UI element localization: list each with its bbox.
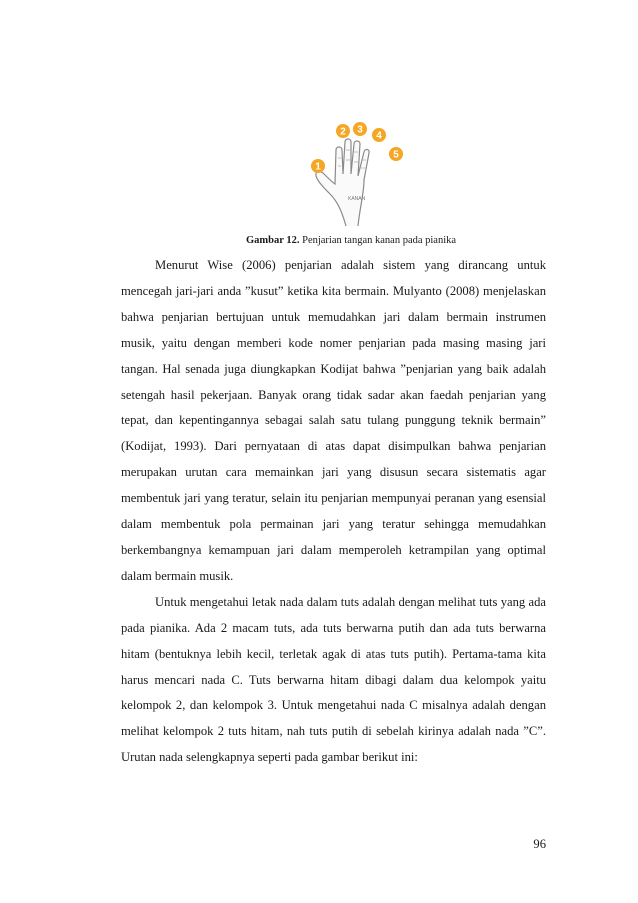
paragraph-keys: Untuk mengetahui letak nada dalam tuts adalah dengan melihat tuts yang ada pada pianika. Ada 2 macam tuts, ada tuts berwarna putih dan ada tuts berwarna hitam (bentuknya lebih kecil, terletak agak di atas tuts putih). Pertama-tama kita harus mencari nada C. Tuts berwarna hitam dibagi dalam dua kelompok yaitu kelompok 2, dan kelompok 3. Untuk mengetahui nada C misalnya adalah dengan melihat kelompok 2 tuts hitam, nah tuts putih di sebelah kirinya adalah nada ”C”. Urutan nada selengkapnya seperti pada gambar berikut ini: (121, 594, 546, 765)
figure-caption (0, 235, 638, 246)
svg-text:1: 1 (315, 161, 321, 173)
svg-text:5: 5 (393, 149, 399, 161)
finger-badge-3 (353, 122, 367, 136)
svg-text:3: 3 (357, 124, 363, 136)
finger-badge-2 (336, 124, 350, 138)
svg-text:2: 2 (340, 126, 346, 138)
caption-text: Penjarian tangan kanan pada pianika (299, 235, 457, 246)
page-number: 96 (533, 837, 546, 851)
finger-badge-5 (389, 147, 403, 161)
hand-illustration (298, 116, 408, 230)
finger-badge-1 (311, 159, 325, 173)
paragraph-fingering: Menurut Wise (2006) penjarian adalah sistem yang dirancang untuk mencegah jari-jari anda ”kusut” ketika kita bermain. Mulyanto (2008) menjelaskan bahwa penjarian bertujuan untuk memudahkan jari dalam bermain instrumen musik, yaitu dengan memberi kode nomer penjarian pada masing masing jari tangan. Hal senada juga diungkapkan Kodijat bahwa ”penjarian yang baik adalah setengah hasil pekerjaan. Banyak orang tidak sadar akan faedah penjarian yang tepat, dan kepentingannya sebagai salah satu tulang punggung teknik bermain” (Kodijat, 1993). Dari pernyataan di atas dapat disimpulkan bahwa penjarian merupakan urutan cara memainkan jari yang disusun secara sistematis agar membentuk jari yang teratur, selain itu penjarian mempunyai peranan yang esensial dalam membentuk pola permainan jari yang teratur sehingga memudahkan berkembangnya kemampuan jari dalam memperoleh ketrampilan yang optimal dalam bermain musik. (121, 258, 546, 583)
hand-label: KANAN (348, 196, 366, 202)
svg-text:4: 4 (376, 130, 382, 142)
body-text (121, 253, 546, 771)
right-hand-fingering-figure (298, 116, 408, 230)
hand-outline (316, 139, 369, 226)
caption-label: Gambar 12. (246, 235, 300, 246)
finger-badge-4 (372, 128, 386, 142)
